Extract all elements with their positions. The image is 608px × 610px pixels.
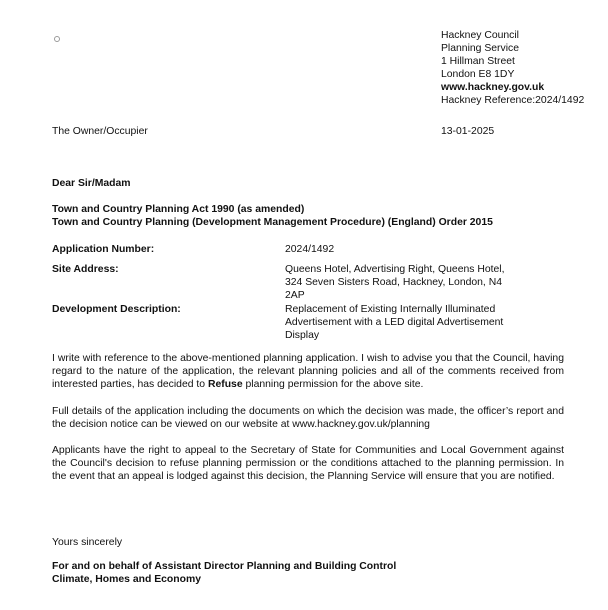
development-description-row <box>52 303 562 342</box>
application-number-value: 2024/1492 <box>285 244 335 255</box>
sender-website-link[interactable]: www.hackney.gov.uk <box>441 82 545 93</box>
sender-line: Planning Service <box>441 43 519 54</box>
act-line: Town and Country Planning (Development Management Procedure) (England) Order 2015 <box>52 217 493 228</box>
recipient: The Owner/Occupier <box>52 126 148 137</box>
application-details <box>52 243 562 342</box>
development-description-label: Development Description: <box>52 304 181 315</box>
signoff-line: Climate, Homes and Economy <box>52 574 201 585</box>
body-paragraph-appeal: Applicants have the right to appeal to the Secretary of State for Communities and Local Government against the Council's decision to refuse planning permission or the conditions attached to the planning permission. In the event that an appeal is lodged against this decision, the Planning Service will ensure that you are notified. <box>52 445 564 482</box>
development-description-value: Replacement of Existing Internally Illuminated Advertisement with a LED digital Advertisement Display <box>285 304 504 341</box>
salutation: Dear Sir/Madam <box>52 178 131 189</box>
sender-reference: Hackney Reference:2024/1492 <box>441 95 585 106</box>
sender-address <box>441 29 601 107</box>
decision-text-after: planning permission for the above site. <box>242 379 424 390</box>
sender-line: Hackney Council <box>441 30 519 41</box>
body-paragraph-decision <box>52 352 564 391</box>
letter-date: 13-01-2025 <box>441 126 495 137</box>
site-address-value: Queens Hotel, Advertising Right, Queens Hotel, 324 Seven Sisters Road, Hackney, London, N4 2AP <box>285 264 505 301</box>
legislation-heading <box>52 203 493 229</box>
signoff <box>52 560 396 586</box>
act-line: Town and Country Planning Act 1990 (as amended) <box>52 204 305 215</box>
application-number-label: Application Number: <box>52 244 155 255</box>
signoff-line: For and on behalf of Assistant Director Planning and Building Control <box>52 561 397 572</box>
application-number-row <box>52 243 562 263</box>
sender-line: London E8 1DY <box>441 69 515 80</box>
body-paragraph-details: Full details of the application including the documents on which the decision was made, the officer’s report and the decision notice can be viewed on our website at www.hackney.gov.uk/planning <box>52 406 564 430</box>
site-address-label: Site Address: <box>52 264 119 275</box>
site-address-row <box>52 263 562 303</box>
bullet-dot-icon <box>54 36 60 42</box>
sender-line: 1 Hillman Street <box>441 56 515 67</box>
decision-word: Refuse <box>207 379 243 390</box>
decision-text-before: I write with reference to the above-mentioned planning application. I wish to advise you that the Council, having regard to the nature of the application, the relevant planning policies and all of the comments received from interested parties, has decided to <box>52 353 564 390</box>
closing: Yours sincerely <box>52 537 123 548</box>
